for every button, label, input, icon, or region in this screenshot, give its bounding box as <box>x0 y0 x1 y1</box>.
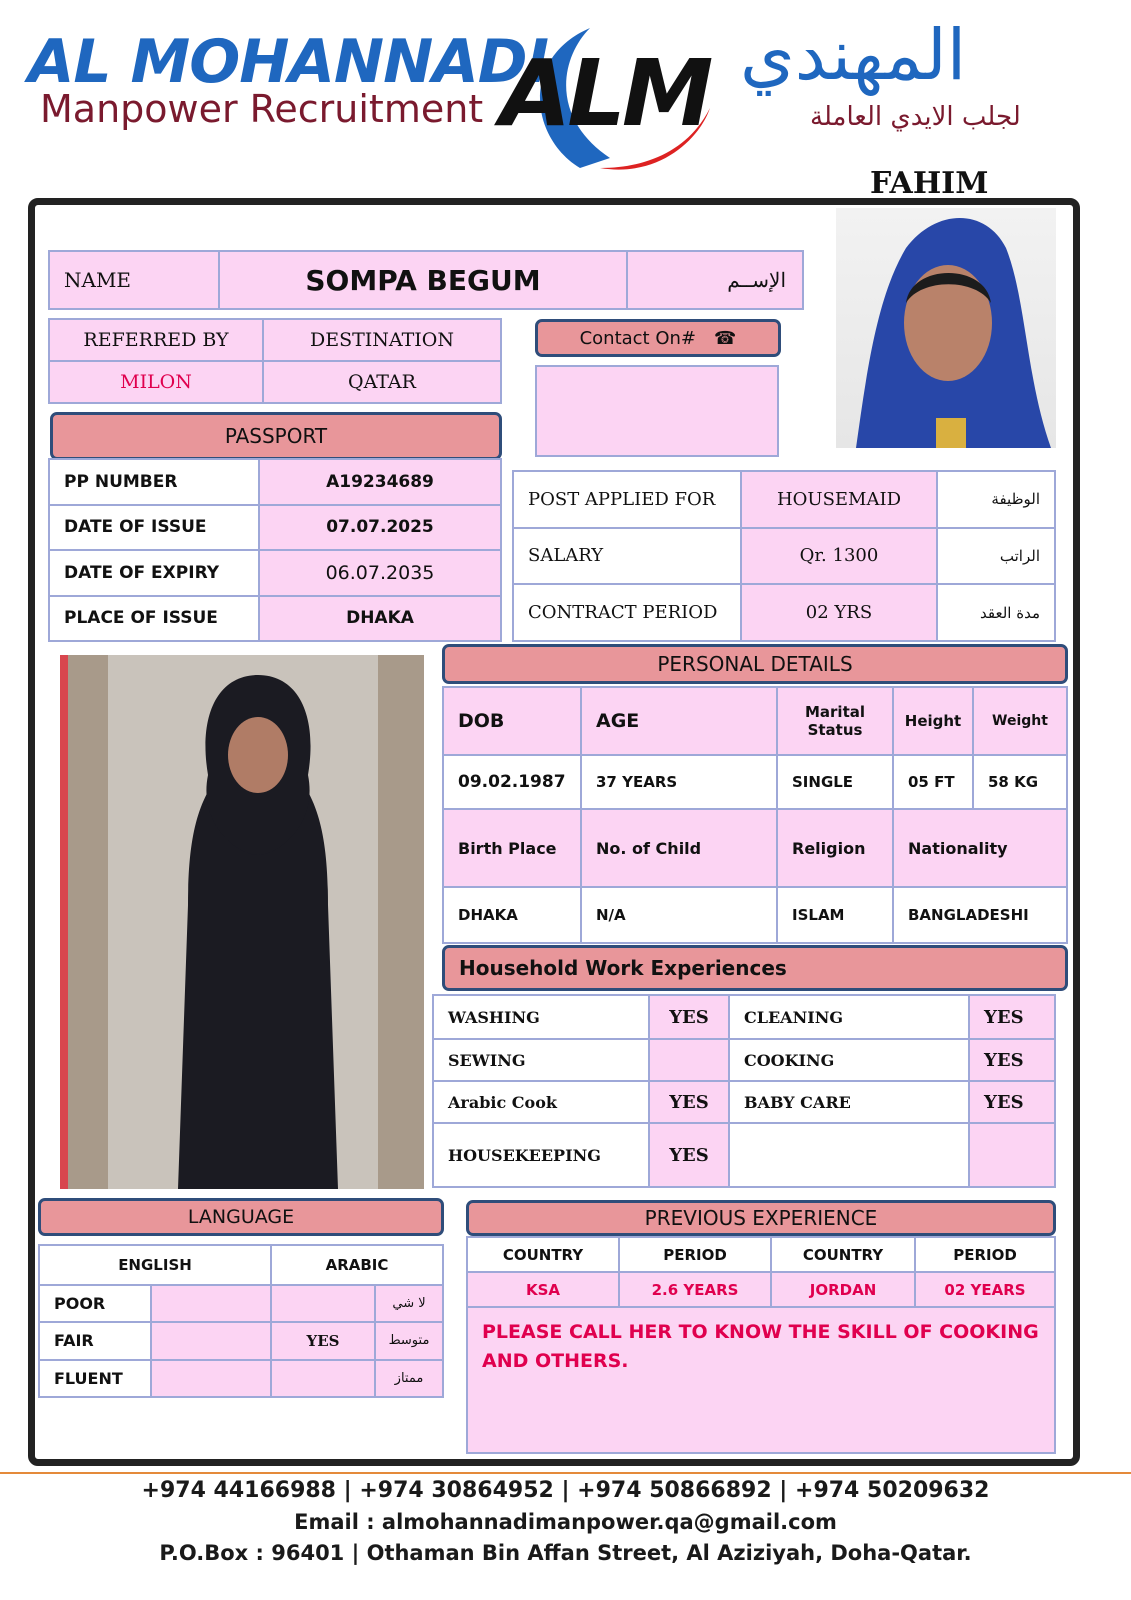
phone-icon: ☎ <box>714 327 737 349</box>
height-label: Height <box>894 688 972 754</box>
household-table <box>432 994 1056 1188</box>
cleaning-value: YES <box>970 996 1054 1038</box>
fluent-english-value <box>152 1361 270 1396</box>
marital-status-value: SINGLE <box>778 756 892 808</box>
birth-place-value: DHAKA <box>444 888 580 942</box>
contract-period-label-arabic: مدة العقد <box>938 585 1054 640</box>
arabic-cook-value: YES <box>650 1082 728 1122</box>
logo-subtitle: Manpower Recruitment <box>40 87 484 131</box>
date-of-issue-label: DATE OF ISSUE <box>50 506 258 550</box>
poor-label: POOR <box>40 1286 150 1321</box>
footer-phones: +974 44166988 | +974 30864952 | +974 50866892 | +974 50209632 <box>141 1478 990 1503</box>
baby-care-value: YES <box>970 1082 1054 1122</box>
fair-arabic-value: YES <box>272 1323 374 1358</box>
agent-name: FAHIM <box>870 166 989 201</box>
footer-email: Email : almohannadimanpower.qa@gmail.com <box>294 1510 837 1534</box>
birth-place-label: Birth Place <box>444 810 580 886</box>
age-value: 37 YEARS <box>582 756 776 808</box>
height-value: 05 FT <box>894 756 972 808</box>
previous-experience-note: PLEASE CALL HER TO KNOW THE SKILL OF COOKING AND OTHERS. <box>466 1308 1056 1454</box>
baby-care-label: BABY CARE <box>730 1082 968 1122</box>
religion-label: Religion <box>778 810 892 886</box>
name-row <box>48 250 804 310</box>
language-table <box>38 1244 444 1398</box>
salary-label-arabic: الراتب <box>938 529 1054 584</box>
salary-value: Qr. 1300 <box>742 529 936 584</box>
sewing-label: SEWING <box>434 1040 648 1080</box>
job-table <box>512 470 1056 642</box>
date-of-expiry-value: 06.07.2035 <box>260 551 500 595</box>
period-2-label: PERIOD <box>916 1238 1054 1271</box>
contact-value <box>535 365 779 457</box>
age-label: AGE <box>582 688 776 754</box>
poor-arabic-value <box>272 1286 374 1321</box>
pp-number-label: PP NUMBER <box>50 460 258 504</box>
destination-label: DESTINATION <box>264 320 500 360</box>
weight-label: Weight <box>974 688 1066 754</box>
language-header: LANGUAGE <box>38 1198 444 1236</box>
personal-details-table <box>442 686 1068 944</box>
previous-experience-header: PREVIOUS EXPERIENCE <box>466 1200 1056 1236</box>
previous-experience-table <box>466 1236 1056 1308</box>
full-body-figure-icon <box>68 655 424 1189</box>
dob-label: DOB <box>444 688 580 754</box>
fair-english-value <box>152 1323 270 1358</box>
dob-value: 09.02.1987 <box>444 756 580 808</box>
country-1-label: COUNTRY <box>468 1238 618 1271</box>
place-of-issue-label: PLACE OF ISSUE <box>50 597 258 641</box>
place-of-issue-value: DHAKA <box>260 597 500 641</box>
period-1-value: 2.6 YEARS <box>620 1273 770 1306</box>
post-applied-label-arabic: الوظيفة <box>938 472 1054 527</box>
footer-divider <box>0 1472 1131 1474</box>
housekeeping-value: YES <box>650 1124 728 1186</box>
arabic-label: ARABIC <box>272 1246 442 1284</box>
post-applied-label: POST APPLIED FOR <box>514 472 740 527</box>
post-applied-value: HOUSEMAID <box>742 472 936 527</box>
marital-status-label: Marital Status <box>778 688 892 754</box>
country-1-value: KSA <box>468 1273 618 1306</box>
referred-by-value: MILON <box>50 362 262 402</box>
name-value: SOMPA BEGUM <box>220 252 626 308</box>
cleaning-label: CLEANING <box>730 996 968 1038</box>
pp-number-value: A19234689 <box>260 460 500 504</box>
household-empty-value <box>970 1124 1054 1186</box>
fair-label: FAIR <box>40 1323 150 1358</box>
full-body-photo <box>60 655 424 1189</box>
logo-arabic-subtitle: لجلب الايدي العاملة <box>810 102 1021 132</box>
cooking-label: COOKING <box>730 1040 968 1080</box>
name-label: NAME <box>50 252 218 308</box>
contact-label: Contact On# <box>579 327 696 349</box>
arabic-cook-label: Arabic Cook <box>434 1082 648 1122</box>
country-2-label: COUNTRY <box>772 1238 914 1271</box>
portrait-figure-icon <box>836 208 1056 448</box>
logo-mark: ALM <box>500 40 710 147</box>
housekeeping-label: HOUSEKEEPING <box>434 1124 648 1186</box>
nationality-label: Nationality <box>894 810 1066 886</box>
fluent-label: FLUENT <box>40 1361 150 1396</box>
no-of-child-label: No. of Child <box>582 810 776 886</box>
cooking-value: YES <box>970 1040 1054 1080</box>
sewing-value <box>650 1040 728 1080</box>
destination-value: QATAR <box>264 362 500 402</box>
referred-by-label: REFERRED BY <box>50 320 262 360</box>
date-of-expiry-label: DATE OF EXPIRY <box>50 551 258 595</box>
poor-english-value <box>152 1286 270 1321</box>
poor-label-arabic: لا شي <box>376 1286 442 1321</box>
english-label: ENGLISH <box>40 1246 270 1284</box>
household-header: Household Work Experiences <box>442 945 1068 991</box>
no-of-child-value: N/A <box>582 888 776 942</box>
footer-address: P.O.Box : 96401 | Othaman Bin Affan Street, Al Aziziyah, Doha-Qatar. <box>159 1541 972 1565</box>
contract-period-value: 02 YRS <box>742 585 936 640</box>
period-1-label: PERIOD <box>620 1238 770 1271</box>
nationality-value: BANGLADESHI <box>894 888 1066 942</box>
name-label-arabic: الإســم <box>628 252 802 308</box>
logo-title: AL MOHANNADI <box>28 27 548 97</box>
washing-label: WASHING <box>434 996 648 1038</box>
fair-label-arabic: متوسط <box>376 1323 442 1358</box>
religion-value: ISLAM <box>778 888 892 942</box>
fluent-label-arabic: ممتاز <box>376 1361 442 1396</box>
country-2-value: JORDAN <box>772 1273 914 1306</box>
logo-arabic-title: المهندي <box>740 14 967 96</box>
date-of-issue-value: 07.07.2025 <box>260 506 500 550</box>
portrait-photo <box>836 208 1056 448</box>
period-2-value: 02 YEARS <box>916 1273 1054 1306</box>
contract-period-label: CONTRACT PERIOD <box>514 585 740 640</box>
household-empty-label <box>730 1124 968 1186</box>
contact-header <box>535 319 781 357</box>
weight-value: 58 KG <box>974 756 1066 808</box>
passport-table <box>48 458 502 642</box>
referral-table <box>48 318 502 404</box>
washing-value: YES <box>650 996 728 1038</box>
salary-label: SALARY <box>514 529 740 584</box>
personal-details-header: PERSONAL DETAILS <box>442 644 1068 684</box>
fluent-arabic-value <box>272 1361 374 1396</box>
passport-header: PASSPORT <box>50 412 502 460</box>
